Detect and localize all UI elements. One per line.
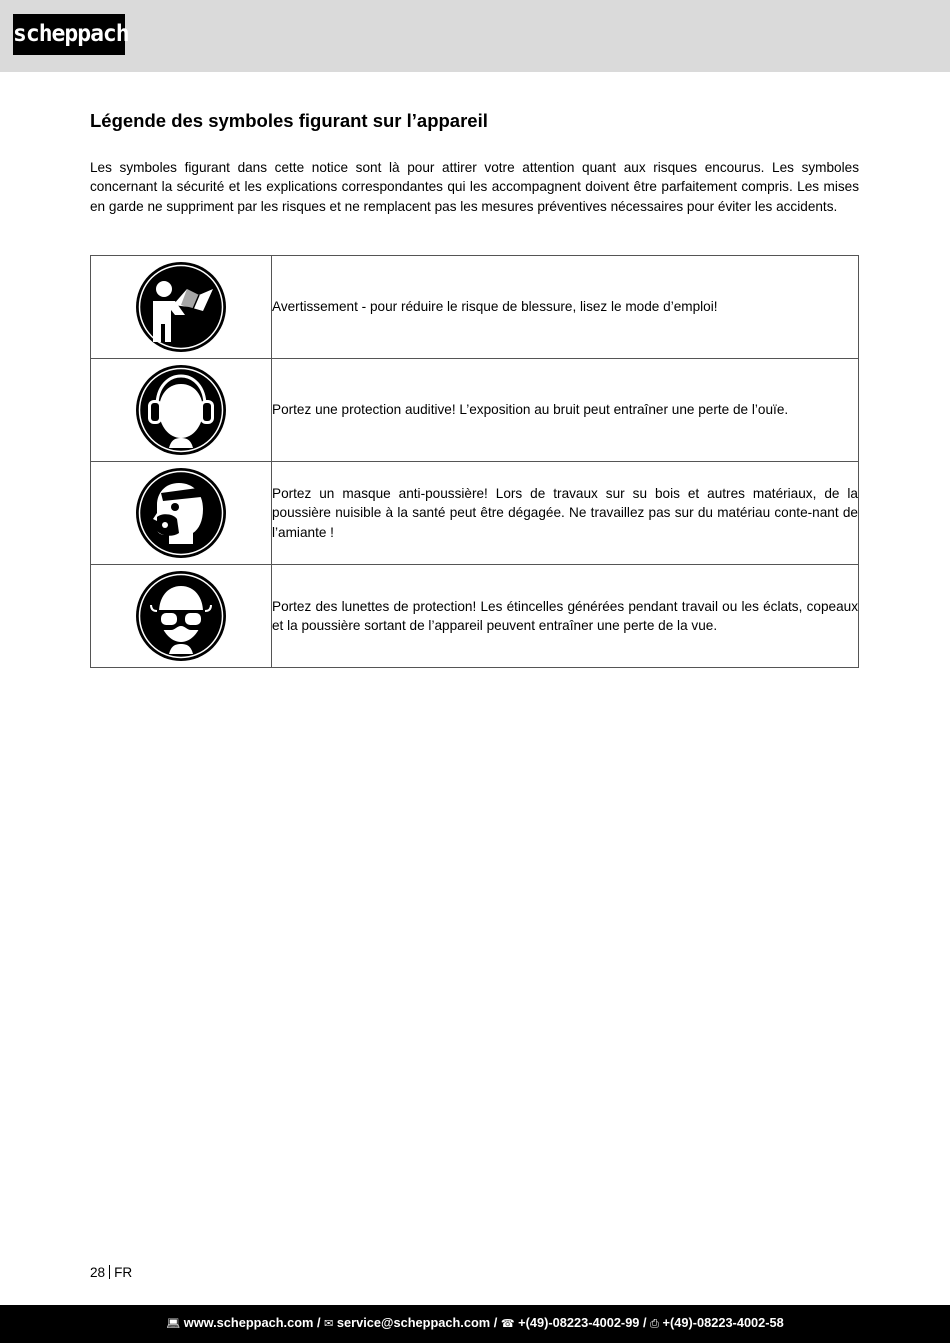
footer-fax: +(49)-08223-4002-58 — [662, 1315, 784, 1330]
read-manual-icon — [135, 261, 227, 353]
symbol-description — [272, 256, 859, 359]
symbol-text: Avertissement - pour réduire le risque de blessure, lisez le mode d’emploi! — [272, 299, 718, 315]
phone-icon: ☎ — [500, 1317, 515, 1330]
computer-icon: 💻︎ — [166, 1317, 181, 1330]
fax-icon: ⎙ — [650, 1317, 659, 1330]
footer-email-link[interactable]: service@scheppach.com — [336, 1315, 491, 1330]
safety-goggles-icon — [135, 570, 227, 662]
table-row — [91, 462, 859, 565]
page-footer — [0, 1305, 950, 1343]
symbol-description — [272, 462, 859, 565]
table-row — [91, 565, 859, 668]
scheppach-logo: scheppach — [13, 14, 125, 55]
page-language: FR — [114, 1265, 133, 1280]
intro-paragraph: Les symboles figurant dans cette notice sont là pour attirer votre attention quant aux risques encourus. Les symboles concernant la sécurité et les explications correspondantes qui les accompagnent doivent être parfaitement compris. Les mises en garde ne suppriment par les risques et ne remplacent pas les mesures préventives nécessaires pour éviter les accidents. — [90, 160, 859, 214]
footer-website-link[interactable]: www.scheppach.com — [183, 1315, 314, 1330]
icon-cell — [91, 565, 272, 668]
page-number — [90, 1265, 132, 1280]
page-header — [0, 0, 950, 72]
symbol-legend-table — [90, 255, 859, 668]
dust-mask-icon — [135, 467, 227, 559]
icon-cell — [91, 256, 272, 359]
section-title: Légende des symboles figurant sur l’appareil — [90, 110, 488, 131]
page-number-value: 28 — [90, 1265, 106, 1280]
page-number-divider — [109, 1265, 110, 1279]
table-row — [91, 256, 859, 359]
icon-cell — [91, 462, 272, 565]
icon-cell — [91, 359, 272, 462]
footer-separator: / — [490, 1315, 501, 1330]
table-row — [91, 359, 859, 462]
symbol-text: Portez des lunettes de protection! Les étincelles générées pendant travail ou les éclats, copeaux et la poussière sortant de l’appareil peuvent entraîner une perte de la vue. — [272, 598, 858, 633]
symbol-text: Portez un masque anti-poussière! Lors de travaux sur su bois et autres matériaux, de la poussière nuisible à la santé peut être dégagée. Ne travaillez pas sur du matériau conte-nant de l’amiante ! — [272, 486, 858, 540]
footer-phone[interactable]: +(49)-08223-4002-99 — [518, 1315, 640, 1330]
envelope-icon: ✉ — [324, 1317, 334, 1330]
symbol-text: Portez une protection auditive! L’exposition au bruit peut entraîner une perte de l’ouïe. — [272, 402, 789, 418]
footer-separator: / — [639, 1315, 651, 1330]
footer-separator: / — [313, 1315, 325, 1330]
symbol-description — [272, 359, 859, 462]
hearing-protection-icon — [135, 364, 227, 456]
symbol-description — [272, 565, 859, 668]
